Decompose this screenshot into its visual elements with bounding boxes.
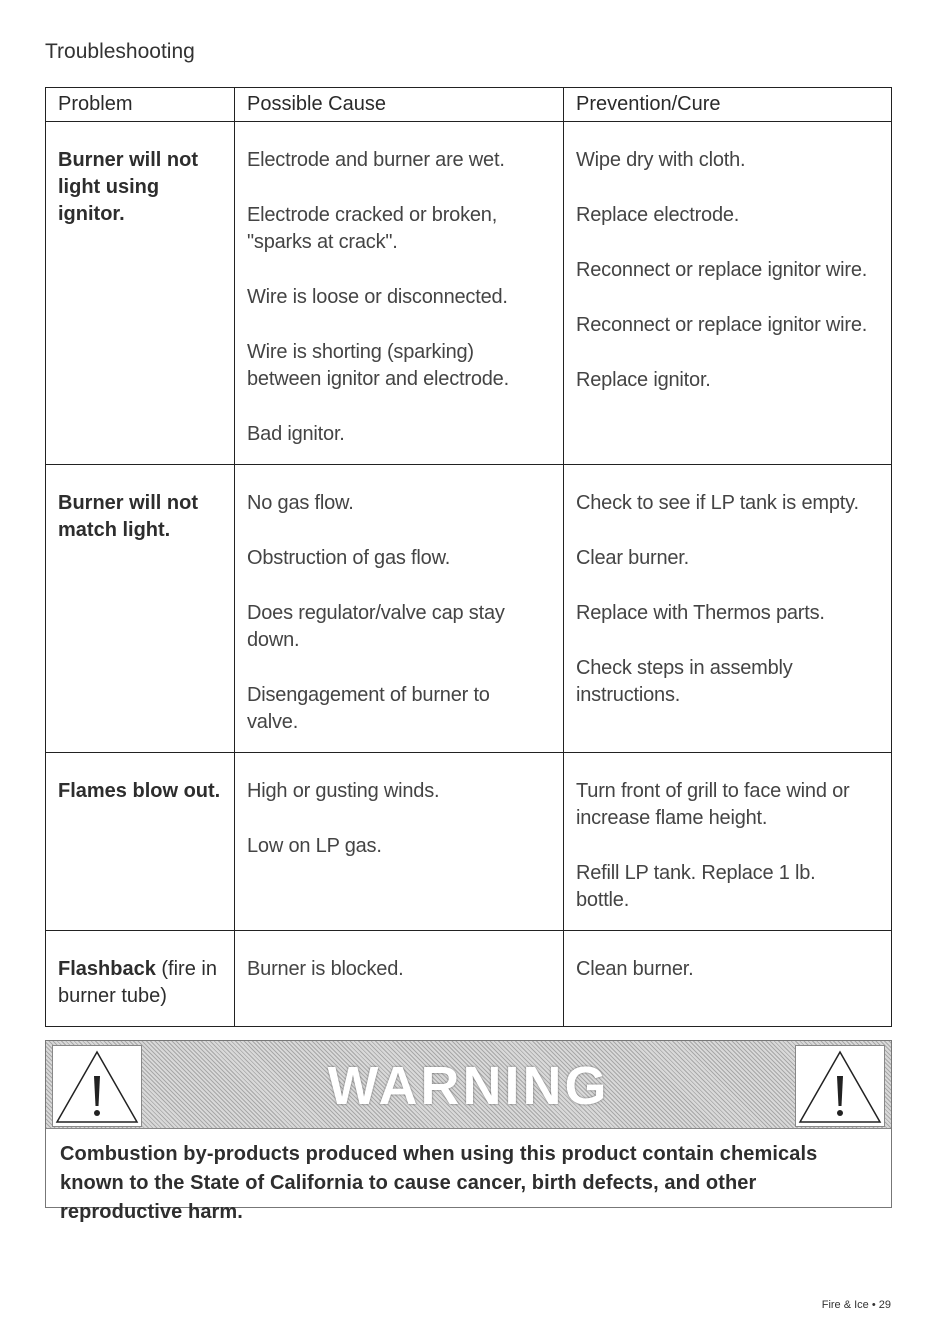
warning-banner (46, 1041, 891, 1129)
header-problem: Problem (46, 88, 235, 122)
cure-cell (564, 122, 892, 465)
table-row (46, 465, 892, 753)
troubleshooting-table (45, 87, 892, 1027)
problem-label: Burner will not match light. (58, 492, 198, 541)
header-possible-cause: Possible Cause (235, 88, 564, 122)
prevention-cure-item: Clear burner. (576, 547, 690, 569)
possible-cause-item: Disengagement of burner to valve. (247, 684, 490, 733)
problem-label: Burner will not light using ignitor. (58, 149, 198, 225)
page-footer: Fire & Ice • 29 (821, 1299, 891, 1311)
table-row (46, 122, 892, 465)
warning-triangle-icon (795, 1045, 885, 1127)
problem-label: Flashback (58, 958, 156, 980)
prevention-cure-item: Clean burner. (576, 958, 694, 980)
page-heading: Troubleshooting (45, 40, 195, 63)
possible-cause-item: Burner is blocked. (247, 958, 404, 980)
problem-text (58, 778, 222, 805)
prevention-cure-item: Replace electrode. (576, 204, 740, 226)
prevention-cure-item: Replace with Thermos parts. (576, 602, 825, 624)
cause-cell (235, 465, 564, 753)
prevention-cure-item: Check steps in assembly instructions. (576, 657, 793, 706)
problem-cell (46, 931, 235, 1027)
cure-cell (564, 753, 892, 931)
table-row (46, 931, 892, 1027)
problem-cell (46, 753, 235, 931)
prevention-cure-item: Reconnect or replace ignitor wire. (576, 314, 868, 336)
problem-cell (46, 122, 235, 465)
prevention-cure-item: Wipe dry with cloth. (576, 149, 746, 171)
problem-label: Flames blow out. (58, 780, 221, 802)
possible-cause-item: No gas flow. (247, 492, 354, 514)
possible-cause-item: Wire is loose or disconnected. (247, 286, 508, 308)
problem-text (58, 956, 222, 1010)
prevention-cure-item: Replace ignitor. (576, 369, 711, 391)
prevention-cure-item: Refill LP tank. Replace 1 lb. bottle. (576, 862, 816, 911)
problem-note: (fire in burner tube) (58, 958, 217, 1007)
cause-cell (235, 122, 564, 465)
warning-box (45, 1040, 892, 1223)
header-prevention-cure: Prevention/Cure (564, 88, 892, 122)
possible-cause-item: Low on LP gas. (247, 835, 382, 857)
prevention-cure-item: Check to see if LP tank is empty. (576, 492, 859, 514)
problem-text (58, 147, 222, 228)
prevention-cure-item: Turn front of grill to face wind or increase flame height. (576, 780, 850, 829)
possible-cause-item: High or gusting winds. (247, 780, 440, 802)
possible-cause-item: Obstruction of gas flow. (247, 547, 451, 569)
prevention-cure-item: Reconnect or replace ignitor wire. (576, 259, 868, 281)
cause-cell (235, 931, 564, 1027)
warning-title: WARNING (327, 1056, 610, 1116)
possible-cause-item: Does regulator/valve cap stay down. (247, 602, 505, 651)
possible-cause-item: Electrode cracked or broken, "sparks at crack". (247, 204, 498, 253)
cause-cell (235, 753, 564, 931)
possible-cause-item: Electrode and burner are wet. (247, 149, 505, 171)
table-row (46, 753, 892, 931)
cure-cell (564, 465, 892, 753)
problem-text (58, 490, 222, 544)
warning-text: Combustion by-products produced when using this product contain chemicals known to the State of California to cause cancer, birth defects, and other reproductive harm. (60, 1143, 818, 1223)
warning-triangle-icon (52, 1045, 142, 1127)
cure-cell (564, 931, 892, 1027)
possible-cause-item: Bad ignitor. (247, 423, 345, 445)
table-header-row (46, 88, 892, 122)
problem-cell (46, 465, 235, 753)
possible-cause-item: Wire is shorting (sparking) between ignitor and electrode. (247, 341, 509, 390)
